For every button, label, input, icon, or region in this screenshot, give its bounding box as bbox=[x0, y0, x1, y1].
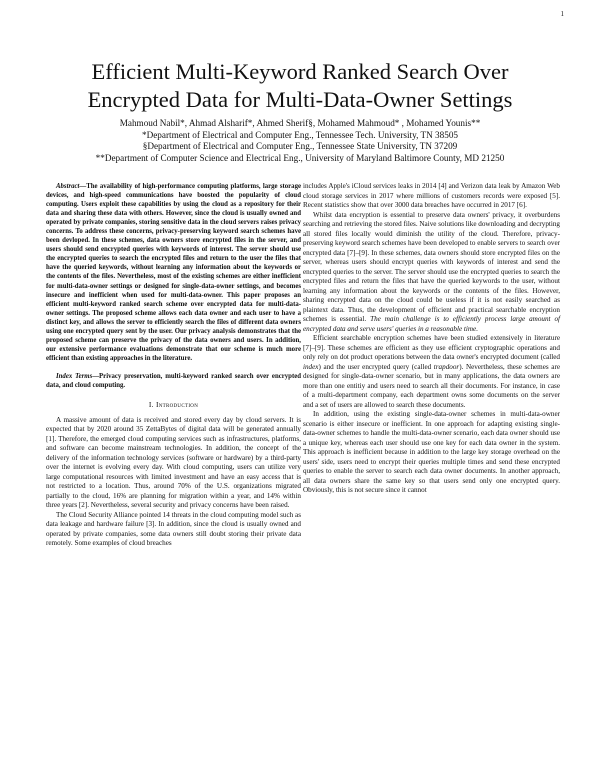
right-paragraph-3-part-c: ). Nevertheless, these schemes are designed for single-data-owner scenario, but in many applications, the data owners are more than one entitiy and users need to search all their documents. For instance, in case of a multi-department company, each department owns some documents on the server and a set of users are allowed to search these documents. bbox=[303, 362, 560, 409]
section-title: Introduction bbox=[155, 400, 199, 410]
author-list: Mahmoud Nabil*, Ahmad Alsharif*, Ahmed Sherif§, Mohamed Mahmoud* , Mohamed Younis** bbox=[119, 118, 481, 128]
affiliation-1: *Department of Electrical and Computer Eng., Tennessee Tech. University, TN 38505 bbox=[141, 129, 459, 140]
abstract-text: —The availability of high-performance computing platforms, large storage devices, and high-speed communications have boosted the popularity of cloud computing. Users exploit these capabilities by using the cloud as a repository for their data and sharing these data with others. However, since the cloud is usually owned and operated by private companies, storing sensitive data in the cloud servers raises privacy concerns. To address these concerns, privacy-preserving keyword search schemes have been devloped. In these schemes, data owners store encrypted files in the server, and users should send encrypted queries with keywords of interest. The server should use the encrypted queries to search the encrypted files and return to the user the files that have the queried keywords, without learning any information about the keywords or the contents of the files. Nevertheless, most of the existing schemes are either inefficient for multi-data-owner settings or designed for single-data-owner settings, and becomes insecure and inefficient when used for multi-data-owner. This paper proposes an efficient multi-keyword ranked search scheme over encrypted data for multi-data-owner settings. The proposed scheme allows each data owner and each user to have a distinct key, and allows the server to efficiently search the files of different data owners using one encrypted query sent by the user. Our privacy analysis demonstrates that the proposed scheme can preserve the privacy of the data owners and users. In addition, our extensive performance evaluations demonstrate that our scheme is much more efficient than existing approaches in the literature. bbox=[46, 183, 301, 362]
author-block bbox=[0, 118, 600, 164]
paper-title bbox=[0, 58, 600, 114]
title-line-1: Efficient Multi-Keyword Ranked Search Over bbox=[91, 59, 509, 84]
index-terms-text: —Privacy preservation, multi-keyword ranked search over encrypted data, and cloud computing. bbox=[46, 372, 302, 389]
affiliation-3: **Department of Computer Science and Electrical Eng., University of Maryland Baltimore County, MD 21250 bbox=[95, 152, 505, 163]
right-paragraph-3 bbox=[303, 334, 560, 410]
abstract bbox=[46, 182, 301, 363]
right-paragraph-3-part-a: Efficient searchable encryption schemes have been studied extensively in literature [7]–[9]. These schemes are efficient as they use efficient cryptographic operations and only rely on dot product operations between the data owner's encrypted document (called bbox=[303, 334, 560, 361]
index-terms-label: Index Terms bbox=[56, 372, 93, 380]
main-challenge-statement: The main challenge is to efficiently process large amount of encrypted data and serve users' queries in a reasonable time. bbox=[303, 315, 560, 333]
right-paragraph-2 bbox=[303, 211, 560, 335]
abstract-label: Abstract bbox=[56, 183, 80, 190]
right-column bbox=[303, 182, 560, 496]
right-paragraph-1: includes Apple's iCloud services leaks in 2014 [4] and Verizon data leak by Amazon Web cloud storage services in 2017 where millions of customers records were exposed [5]. Recent statistics show that over 3000 data breaches have occurred in 2017 [6]. bbox=[303, 182, 560, 209]
section-number: I. bbox=[148, 400, 156, 410]
term-trapdoor: trapdoor bbox=[433, 362, 460, 371]
term-index: index bbox=[303, 362, 319, 371]
right-paragraph-4: In addition, using the existing single-data-owner schemes in multi-data-owner scenario is either insecure or inefficient. In one approach for adapting existing single-data-owner schemes to handle the multi-data-owner scenario, each data owner should use a unique key, whereas each user should use one key for each data owner in the system. This approach is inefficient because in addition to the large key storage overhead on the users' side, users need to encrypt their queries multiple times and send these encrypted queries to enable the server to search each data owner documents. In another approach, all data owners share the same key so that users send only one encrypted query. Obviously, this is not secure since it cannot bbox=[303, 410, 560, 494]
left-column bbox=[46, 182, 301, 549]
index-terms bbox=[46, 372, 301, 390]
right-paragraph-2-text: Whilst data encryption is essential to preserve data owners' privacy, it overburdens searching and retrieving the stored files. Naive solutions like downloading and decrypting all stored files locally would diminish the utility of the cloud. Therefore, privacy-preserving keyword search schemes have been developed to enable servers to search over encrypted data [7]–[9]. In these schemes, data owners should store encrypted files on the server, whereas users should encrypt queries with keywords of interest and send the encrypted queries to the server. The server should use the encrypted queries to search the encrypted files and return the files that have the queried keywords to the user, without learning any information about the keywords or the contents of the files. However, sharing encrypted data on the cloud could be useless if it is not easily searched as plaintext data. Thus, the development of efficient and practical searchable encryption schemes is essential. bbox=[303, 210, 560, 323]
right-paragraph-3-part-b: ) and the user encrypted query (called bbox=[318, 362, 434, 371]
page-number: 1 bbox=[560, 10, 564, 18]
section-heading bbox=[46, 400, 301, 410]
affiliation-2: §Department of Electrical and Computer Eng., Tennessee State University, TN 37209 bbox=[142, 141, 458, 152]
intro-paragraph-1: A massive amount of data is received and stored every day by cloud servers. It is expected that by 2020 around 35 ZettaBytes of digital data will be generated annually [1]. Therefore, the emerged cloud computing services such as infrastructures, platforms, and software can become mainstream technologies. In addition, the concept of the delivery of the information technology services (software or hardware) by a third-party over the internet is evolving every day. With cloud computing, users can utilize very large computational resources with limited investment and have an easy access that is not restricted to a location. Thus, around 70% of the U.S. organizations migrated partially to the cloud, 16% are planning for migration within a year, and 14% within three years [2]. Nevertheless, several security and privacy concerns have been raised. bbox=[46, 415, 301, 510]
title-line-2: Encrypted Data for Multi-Data-Owner Settings bbox=[87, 87, 513, 112]
intro-paragraph-2: The Cloud Security Alliance pointed 14 threats in the cloud computing model such as data leakage and hardware failure [3]. In addition, since the cloud is usually owned and operated by private companies, some data owners still doubt storing their private data remotely. Some examples of cloud breaches bbox=[46, 510, 301, 548]
